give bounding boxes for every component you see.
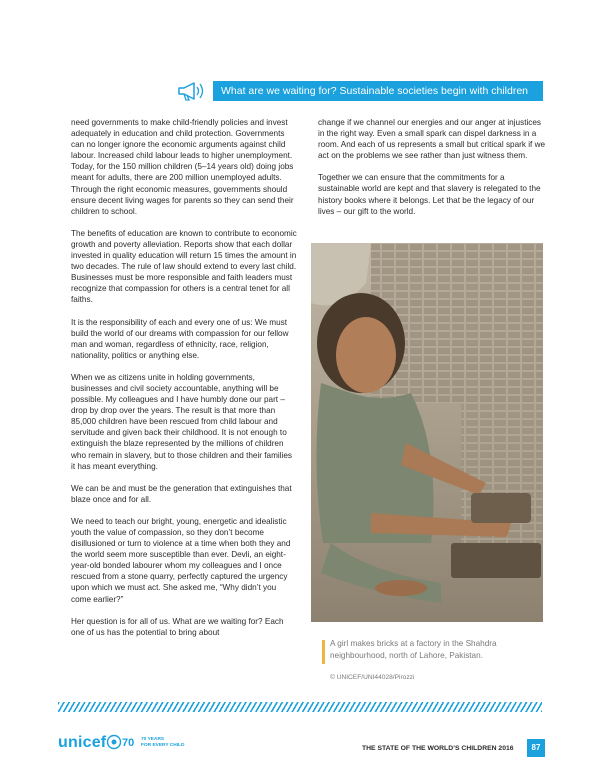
paragraph: The benefits of education are known to contribute to economic growth and poverty alleviation. Reports show that each dollar invested in quality education will return 15 times the amount in two decades. The rule of law should extend to every last child. Businesses must be more responsible and faith leaders must recognize that compassion for others is a central tenet for all faiths. (71, 228, 297, 305)
photo-credit: © UNICEF/UNI44028/Pirozzi (330, 674, 415, 681)
publication-title: THE STATE OF THE WORLD’S CHILDREN 2016 (362, 745, 514, 752)
right-column (318, 117, 546, 228)
section-header: What are we waiting for? Sustainable societies begin with children (213, 81, 543, 101)
paragraph: Her question is for all of us. What are we waiting for? Each one of us has the potential to bring about (71, 616, 284, 637)
paragraph: Together we can ensure that the commitments for a sustainable world are kept and that slavery is relegated to the history books where it belongs. Let that be the legacy of our lives – our gift to the world. (318, 173, 541, 216)
megaphone-icon (176, 80, 206, 102)
caption-accent-rule (322, 640, 325, 664)
paragraph: It is the responsibility of each and every one of us: We must build the world of our dreams with compassion for our fellow man and woman, regardless of ethnicity, race, religion, nationality, politics or anything else. (71, 317, 289, 360)
paragraph: need governments to make child-friendly policies and invest adequately in education and child protection. Governments can no longer ignore the economic arguments against child labour. Increased child labour leads to higher unemployment. Today, for the 150 million children (5–14 years old) doing jobs meant for adults, there are 200 million unemployed adults. Through the right economic measures, governments should ensure decent living wages for parents so they can send their children to school. (71, 118, 294, 216)
footer-stripe (58, 702, 542, 712)
unicef-logo: unicef (58, 734, 107, 751)
seventy-years-label: 70 YEARS FOR EVERY CHILD (141, 737, 185, 748)
page-number: 87 (527, 739, 545, 757)
paragraph: When we as citizens unite in holding governments, businesses and civil society accountable, anything will be possible. My colleagues and I have humbly done our part – drop by drop over the years. The result is that more than 85,000 children have been rescued from child labour and servitude and given back their childhood. It is not enough to extinguish the blaze represented by the millions of children who remain in slavery, but to those children and their families it has meant everything. (71, 372, 293, 471)
brick-factory-photo (311, 243, 543, 622)
seventy-years-number: 70 (122, 737, 135, 749)
left-column (71, 117, 297, 649)
unicef-emblem-icon (106, 734, 122, 750)
paragraph: We need to teach our bright, young, energetic and idealistic youth the value of compassion, so they don’t become disillusioned or turn to violence at a time when both they and the world seem more susceptible than ever. Devli, an eight-year-old bonded labourer whom my colleagues and I once rescued from a stone quarry, perfectly captured the urgency upon which we must act. She asked me, “Why didn’t you come earlier?” (71, 516, 291, 604)
paragraph: change if we channel our energies and our anger at injustices in the right way. Even a small spark can dispel darkness in a room. And each of us represents a small but critical spark if we act on the problems we see rather than just witness them. (318, 118, 546, 161)
photo-caption: A girl makes bricks at a factory in the Shahdra neighbourhood, north of Lahore, Pakistan. (330, 639, 497, 660)
paragraph: We can be and must be the generation that extinguishes that blaze once and for all. (71, 483, 292, 504)
